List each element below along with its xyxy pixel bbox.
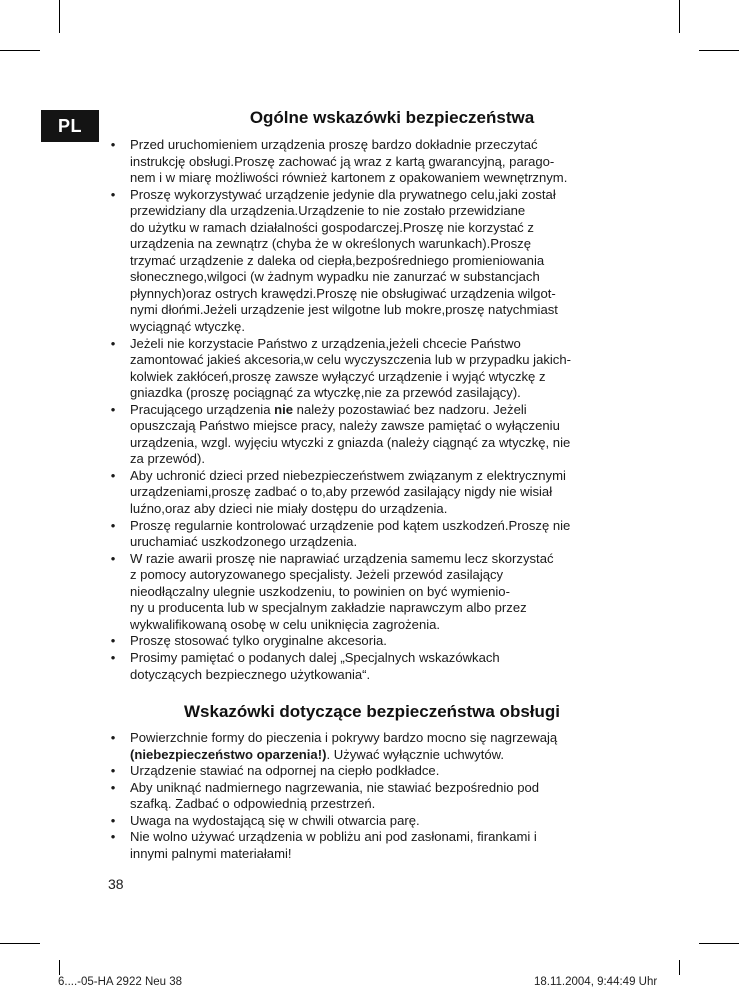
list-item: [108, 829, 643, 862]
list-item-line: nymi dłońmi.Jeżeli urządzenie jest wilgotne lub mokre,proszę natychmiast: [130, 302, 558, 318]
list-item-line: kolwiek zakłóceń,proszę zawsze wyłączyć urządzenie i wyjąć wtyczkę z: [130, 368, 546, 384]
page-number: 38: [108, 876, 124, 892]
list-item-line: urządzeniami,proszę zadbać o to,aby przewód zasilający nigdy nie wisiał: [130, 484, 553, 500]
crop-mark: [0, 50, 40, 51]
bullet-icon: •: [110, 186, 116, 202]
list-item: [108, 813, 643, 830]
crop-mark: [59, 960, 60, 975]
bullet-icon: •: [110, 137, 116, 152]
list-item-line: uruchamiać uszkodzonego urządzenia.: [130, 534, 358, 550]
list-item: [108, 650, 643, 683]
general-safety-list: [108, 137, 643, 683]
list-item-line: do użytku w ramach działalności gospodarczej.Proszę nie korzystać z: [130, 219, 534, 235]
list-item-line: dotyczących bezpiecznego użytkowania“.: [130, 666, 371, 682]
list-item-line: nem i w miarę możliwości również kartonem z opakowaniem wewnętrznym.: [130, 170, 568, 186]
crop-mark: [699, 943, 739, 944]
list-item-line: Jeżeli nie korzystacie Państwo z urządzenia,jeżeli chcecie Państwo: [130, 335, 521, 351]
footer-timestamp: 18.11.2004, 9:44:49 Uhr: [534, 976, 658, 988]
list-item-line: płynnych)oraz ostrych krawędzi.Proszę nie obsługiwać urządzenia wilgot-: [130, 285, 556, 301]
bullet-icon: •: [110, 829, 116, 845]
list-item: [108, 187, 643, 336]
list-item: [108, 763, 643, 780]
list-item-line: wykwalifikowaną osobę w celu uniknięcia zagrożenia.: [130, 616, 441, 632]
bullet-icon: •: [110, 517, 116, 533]
list-item-line: urządzenia, wzgl. wyjęciu wtyczki z gniazda (należy ciągnąć za wtyczkę, nie: [130, 434, 571, 450]
bullet-icon: •: [110, 779, 116, 795]
list-item: [108, 137, 643, 187]
list-item: [108, 336, 643, 402]
list-item-line: Aby uniknąć nadmiernego nagrzewania, nie stawiać bezpośrednio pod: [130, 779, 540, 795]
list-item-line: Aby uchronić dzieci przed niebezpieczeństwem związanym z elektrycznymi: [130, 467, 566, 483]
crop-mark: [679, 960, 680, 975]
list-item-line: nieodłączalny ulegnie uszkodzeniu, to powinien on być wymienio-: [130, 583, 510, 599]
list-item-line: Proszę regularnie kontrolować urządzenie pod kątem uszkodzeń.Proszę nie: [130, 517, 571, 533]
list-item: [108, 402, 643, 468]
list-item: [108, 633, 643, 650]
list-item-line: Pracującego urządzenia nie należy pozostawiać bez nadzoru. Jeżeli: [130, 401, 527, 417]
section-title-general-safety: Ogólne wskazówki bezpieczeństwa: [249, 108, 535, 127]
list-item-line: przewidziany dla urządzenia.Urządzenie to nie zostało przewidziane: [130, 203, 526, 219]
list-item-line: zamontować jakieś akcesoria,w celu wyczyszczenia lub w przypadku jakich-: [130, 352, 571, 368]
list-item-line: (niebezpieczeństwo oparzenia!). Używać wyłącznie uchwytów.: [130, 746, 505, 762]
list-item: [108, 780, 643, 813]
list-item-line: Powierzchnie formy do pieczenia i pokrywy bardzo mocno się nagrzewają: [130, 730, 558, 745]
crop-mark: [59, 0, 60, 33]
list-item-line: innymi palnymi materiałami!: [130, 845, 292, 861]
list-item-line: Proszę wykorzystywać urządzenie jedynie dla prywatnego celu,jaki został: [130, 186, 556, 202]
list-item-line: Uwaga na wydostającą się w chwili otwarcia parę.: [130, 812, 420, 828]
bullet-icon: •: [110, 550, 116, 566]
list-item-line: trzymać urządzenie z daleka od ciepła,bezpośredniego promieniowania: [130, 252, 545, 268]
bullet-icon: •: [110, 763, 116, 779]
list-item: [108, 551, 643, 634]
list-item-line: Przed uruchomieniem urządzenia proszę bardzo dokładnie przeczytać: [130, 137, 538, 152]
bullet-icon: •: [110, 633, 116, 649]
crop-mark: [0, 943, 40, 944]
list-item: [108, 730, 643, 763]
language-badge: PL: [41, 110, 99, 142]
crop-mark: [699, 50, 739, 51]
list-item-line: gniazdka (proszę pociągnąć za wtyczkę,nie za przewód zasilający).: [130, 385, 521, 401]
list-item-line: luźno,oraz aby dzieci nie miały dostępu do urządzenia.: [130, 501, 448, 517]
list-item-line: słonecznego,wilgoci (w żadnym wypadku nie zanurzać w substancjach: [130, 269, 540, 285]
list-item-line: urządzenia na zewnątrz (chyba że w określonych warunkach).Proszę: [130, 236, 532, 252]
list-item-line: Prosimy pamiętać o podanych dalej „Specjalnych wskazówkach: [130, 649, 500, 665]
list-item: [108, 468, 643, 518]
list-item-line: wyciągnąć wtyczkę.: [130, 319, 245, 335]
bullet-icon: •: [110, 812, 116, 828]
list-item-line: ny u producenta lub w specjalnym zakładzie naprawczym albo przez: [130, 600, 527, 616]
footer-file-info: 6....-05-HA 2922 Neu 38: [58, 976, 183, 988]
operation-safety-list: [108, 730, 643, 862]
bullet-icon: •: [110, 335, 116, 351]
list-item-line: z pomocy autoryzowanego specjalisty. Jeżeli przewód zasilający: [130, 567, 504, 583]
bullet-icon: •: [110, 649, 116, 665]
list-item: [108, 518, 643, 551]
list-item-line: instrukcję obsługi.Proszę zachować ją wraz z kartą gwarancyjną, parago-: [130, 153, 555, 169]
crop-mark: [679, 0, 680, 33]
list-item-line: opuszczają Państwo miejsce pracy, należy zawsze pamiętać o wyłączeniu: [130, 418, 560, 434]
list-item-line: Proszę stosować tylko oryginalne akcesoria.: [130, 633, 387, 649]
list-item-line: Urządzenie stawiać na odpornej na ciepło podkładce.: [130, 763, 440, 779]
bullet-icon: •: [110, 467, 116, 483]
list-item-line: W razie awarii proszę nie naprawiać urządzenia samemu lecz skorzystać: [130, 550, 554, 566]
section-title-operation-safety: Wskazówki dotyczące bezpieczeństwa obsługi: [184, 702, 560, 721]
bullet-icon: •: [110, 730, 116, 745]
list-item-line: za przewód).: [130, 451, 205, 467]
list-item-line: Nie wolno używać urządzenia w pobliżu ani pod zasłonami, firankami i: [130, 829, 537, 845]
bullet-icon: •: [110, 401, 116, 417]
list-item-line: szafką. Zadbać o odpowiednią przestrzeń.: [130, 796, 376, 812]
